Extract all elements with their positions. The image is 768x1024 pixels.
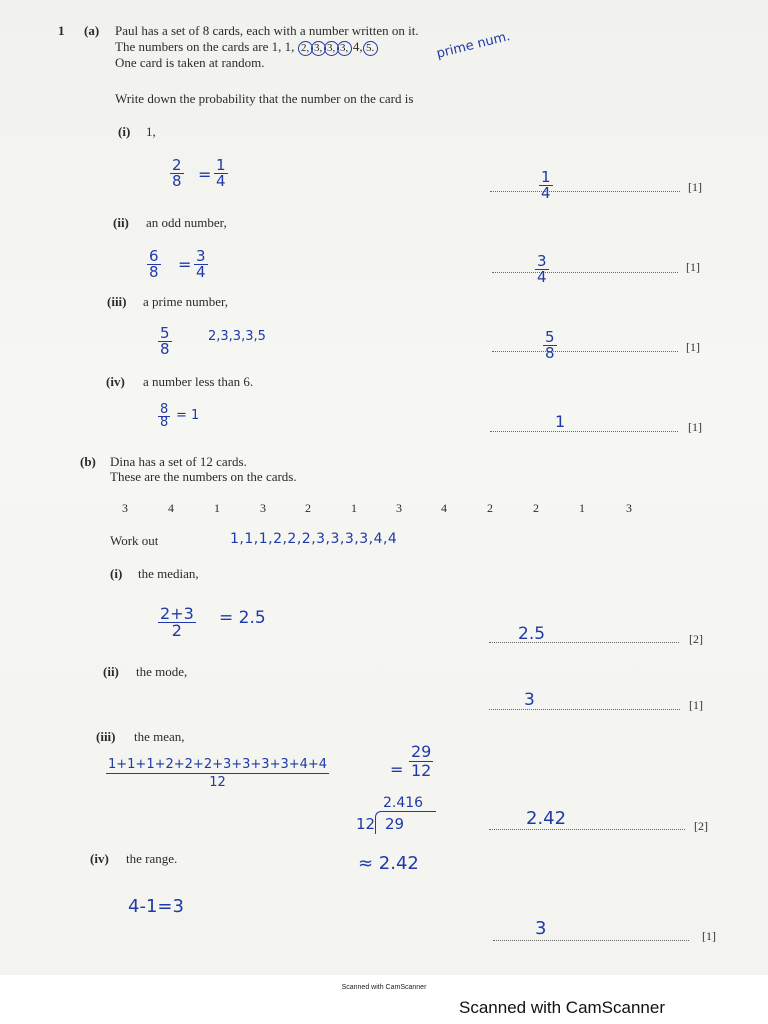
division-dividend: 29: [385, 815, 405, 833]
division-quotient: 2.416: [383, 795, 424, 811]
mark-allocation: [1]: [702, 929, 716, 943]
part-text: an odd number,: [146, 215, 227, 230]
card-number: 1,: [271, 39, 282, 54]
card-number: 4: [168, 501, 174, 515]
answer-line: [489, 709, 680, 710]
answer-line: [489, 829, 685, 830]
answer-value: 2.5: [518, 624, 546, 644]
working-result: = 2.5: [219, 608, 266, 628]
working-fraction: $\frac{5}{8}$: [160, 324, 170, 358]
working-prime-list: 2,3,3,3,5: [208, 329, 266, 344]
answer-fraction: $\frac{3}{4}$: [537, 252, 547, 286]
answer-value: 3: [524, 690, 535, 710]
part-label: (iii): [96, 729, 116, 744]
card-number: 2: [487, 501, 493, 515]
approximation: ≈ 2.42: [358, 853, 419, 874]
mark-allocation: [2]: [694, 819, 708, 833]
card-number: 2: [533, 501, 539, 515]
mark-allocation: [2]: [689, 632, 703, 646]
part-text: the median,: [138, 566, 199, 581]
working-fraction: $\frac{1}{4}$: [216, 156, 226, 190]
card-number-circled: 2,: [298, 41, 313, 56]
card-number: 4,: [352, 39, 363, 54]
working-fraction: $\frac{6}{8}$: [149, 247, 159, 281]
answer-line: [493, 940, 689, 941]
part-text: the range.: [126, 851, 178, 866]
working-equals: =: [390, 760, 404, 779]
answer-line: [490, 191, 680, 192]
scanner-watermark-small: Scanned with CamScanner: [341, 984, 427, 991]
scanner-watermark: Scanned with CamScanner: [459, 998, 666, 1017]
ordered-list: 1,1,1,2,2,2,3,3,3,3,4,4: [230, 531, 398, 547]
part-label: (ii): [113, 215, 129, 230]
answer-value: 1: [555, 412, 566, 431]
card-number: 2: [305, 501, 311, 515]
part-a-line2: [115, 39, 376, 56]
working-fraction: $\frac{1+1+1+2+2+2+3+3+3+3+4+4}{12}$: [108, 757, 328, 790]
working-fraction: $\frac{2}{8}$: [172, 156, 182, 190]
card-number: 3: [122, 501, 128, 515]
working-result: = 1: [176, 408, 200, 423]
working-fraction: $\frac{3}{4}$: [196, 247, 206, 281]
question-number: 1: [58, 23, 65, 38]
part-a-line1: Paul has a set of 8 cards, each with a number written on it.: [115, 23, 419, 38]
card-number: 3: [626, 501, 632, 515]
part-b-line2: These are the numbers on the cards.: [110, 469, 297, 484]
mark-allocation: [1]: [688, 180, 702, 194]
answer-line: [492, 351, 678, 352]
answer-line: [490, 431, 678, 432]
working-equals: =: [198, 165, 212, 184]
mark-allocation: [1]: [686, 260, 700, 274]
part-label: (iii): [107, 294, 127, 309]
division-divisor: 12: [356, 815, 376, 833]
part-a-instruction: Write down the probability that the number on the card is: [115, 91, 414, 106]
working-fraction: $\frac{2+3}{2}$: [160, 604, 194, 640]
card-number: 3: [396, 501, 402, 515]
part-a-line3: One card is taken at random.: [115, 55, 265, 70]
part-label: (i): [118, 124, 131, 139]
part-text: a prime number,: [143, 294, 229, 309]
card-number-circled: 5.: [363, 41, 378, 56]
answer-value: 3: [535, 918, 547, 939]
work-out-label: Work out: [110, 533, 159, 548]
part-text: a number less than 6.: [143, 374, 254, 389]
working-fraction: $\frac{8}{8}$: [160, 402, 169, 430]
card-number-circled: 3,: [337, 41, 352, 56]
mark-allocation: [1]: [686, 340, 700, 354]
working-fraction: $\frac{29}{12}$: [411, 742, 432, 780]
card-number: 1: [351, 501, 357, 515]
card-number-circled: 3,: [324, 41, 339, 56]
part-label: (ii): [103, 664, 119, 679]
part-label: (iv): [106, 374, 125, 389]
card-number: 3: [260, 501, 266, 515]
card-numbers-prefix: The numbers on the cards are: [115, 39, 269, 54]
answer-fraction: $\frac{5}{8}$: [545, 328, 555, 362]
answer-value: 2.42: [526, 808, 567, 829]
card-number: 4: [441, 501, 447, 515]
card-number: 1: [214, 501, 220, 515]
margin-note: prime num.: [435, 29, 512, 62]
part-text: the mean,: [134, 729, 185, 744]
answer-line: [492, 272, 678, 273]
working-equals: =: [178, 255, 192, 274]
part-label: (iv): [90, 851, 109, 866]
mark-allocation: [1]: [688, 420, 702, 434]
answer-fraction: $\frac{1}{4}$: [541, 168, 551, 202]
part-a-label: (a): [84, 23, 100, 38]
mark-allocation: [1]: [689, 698, 703, 712]
working-range: 4-1=3: [128, 896, 184, 917]
part-label: (i): [110, 566, 123, 581]
part-text: the mode,: [136, 664, 188, 679]
card-number-circled: 3,: [311, 41, 326, 56]
card-number: 1,: [284, 39, 295, 54]
part-b-label: (b): [80, 454, 96, 469]
card-number: 1: [579, 501, 585, 515]
part-b-line1: Dina has a set of 12 cards.: [110, 454, 247, 469]
part-text: 1,: [146, 124, 156, 139]
